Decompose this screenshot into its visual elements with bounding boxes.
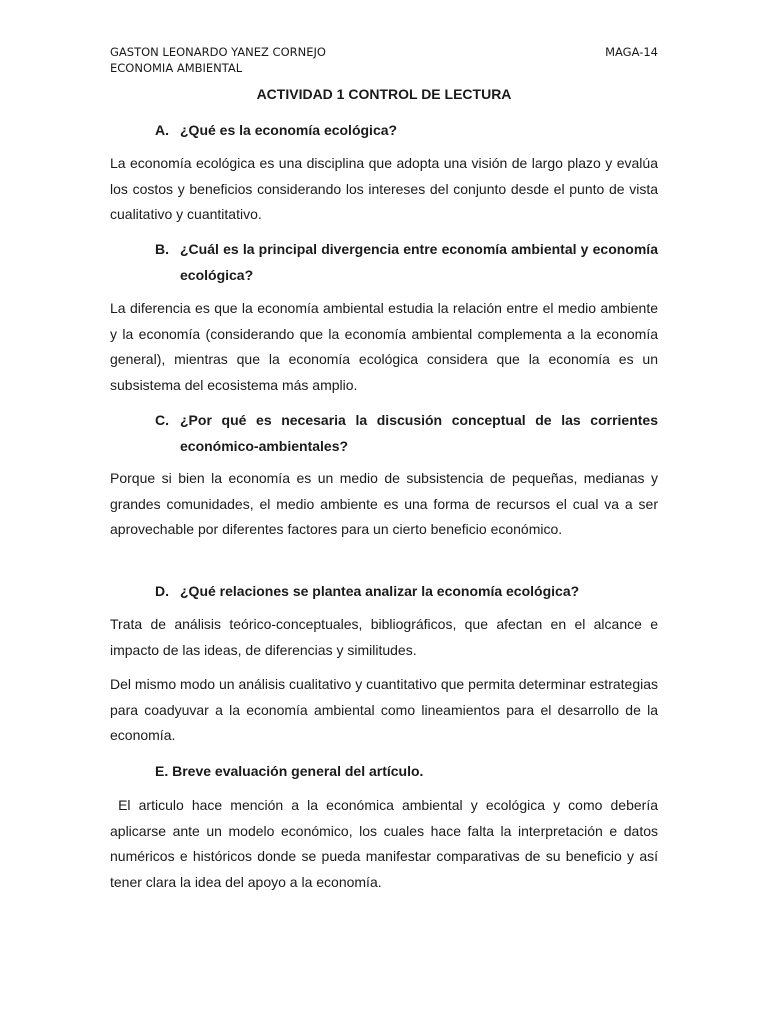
document-title: ACTIVIDAD 1 CONTROL DE LECTURA bbox=[256, 86, 512, 102]
question-b bbox=[155, 236, 658, 288]
answer-a: La economía ecológica es una disciplina que adopta una visión de largo plazo y evalúa los costos y beneficios considerando los intereses del conjunto desde el punto de vista cualitativo y cuantitativo. bbox=[110, 155, 658, 222]
author-name: GASTON LEONARDO YANEZ CORNEJO bbox=[110, 45, 326, 59]
answer-d-1: Trata de análisis teórico-conceptuales, bibliográficos, que afectan en el alcance e impacto de las ideas, de diferencias y similitudes. bbox=[110, 616, 658, 658]
answer-b: La diferencia es que la economía ambiental estudia la relación entre el medio ambiente y la economía (considerando que la economía ambiental complementa a la economía general), mientras que la economía ecológica considera que la economía es un subsistema del ecosistema más amplio. bbox=[110, 300, 658, 393]
question-e bbox=[155, 758, 658, 784]
question-number: D. bbox=[155, 583, 169, 599]
answer-c: Porque si bien la economía es un medio de subsistencia de pequeñas, medianas y grandes comunidades, el medio ambiente es una forma de recursos el cual va a ser aprovechable por diferentes factores para un cierto beneficio económico. bbox=[110, 470, 658, 537]
question-text: ¿Por qué es necesaria la discusión conceptual de las corrientes económico-ambientales? bbox=[180, 412, 658, 454]
question-text: ¿Qué es la economía ecológica? bbox=[180, 122, 398, 138]
course-code: MAGA-14 bbox=[605, 45, 658, 59]
question-number: B. bbox=[155, 241, 169, 257]
answer-d-2: Del mismo modo un análisis cualitativo y cuantitativo que permita determinar estrategias para coadyuvar a la economía ambiental como lineamientos para el desarrollo de la economía. bbox=[110, 676, 658, 743]
question-d bbox=[155, 578, 658, 604]
question-number: C. bbox=[155, 412, 169, 428]
answer-e: El articulo hace mención a la económica ambiental y ecológica y como debería aplicarse ante un modelo económico, los cuales hace falta la interpretación e datos numéricos e históricos donde se pueda manifestar comparativas de su beneficio y así tener clara la idea del apoyo a la economía. bbox=[110, 797, 662, 890]
question-text: ¿Qué relaciones se plantea analizar la economía ecológica? bbox=[180, 583, 580, 599]
question-text: ¿Cuál es la principal divergencia entre economía ambiental y economía ecológica? bbox=[180, 241, 658, 283]
question-text: E. Breve evaluación general del artículo. bbox=[155, 763, 424, 779]
course-name: ECONOMIA AMBIENTAL bbox=[110, 61, 243, 75]
question-number: A. bbox=[155, 122, 169, 138]
question-a bbox=[155, 117, 658, 143]
question-c bbox=[155, 407, 658, 459]
page-header bbox=[110, 44, 658, 76]
